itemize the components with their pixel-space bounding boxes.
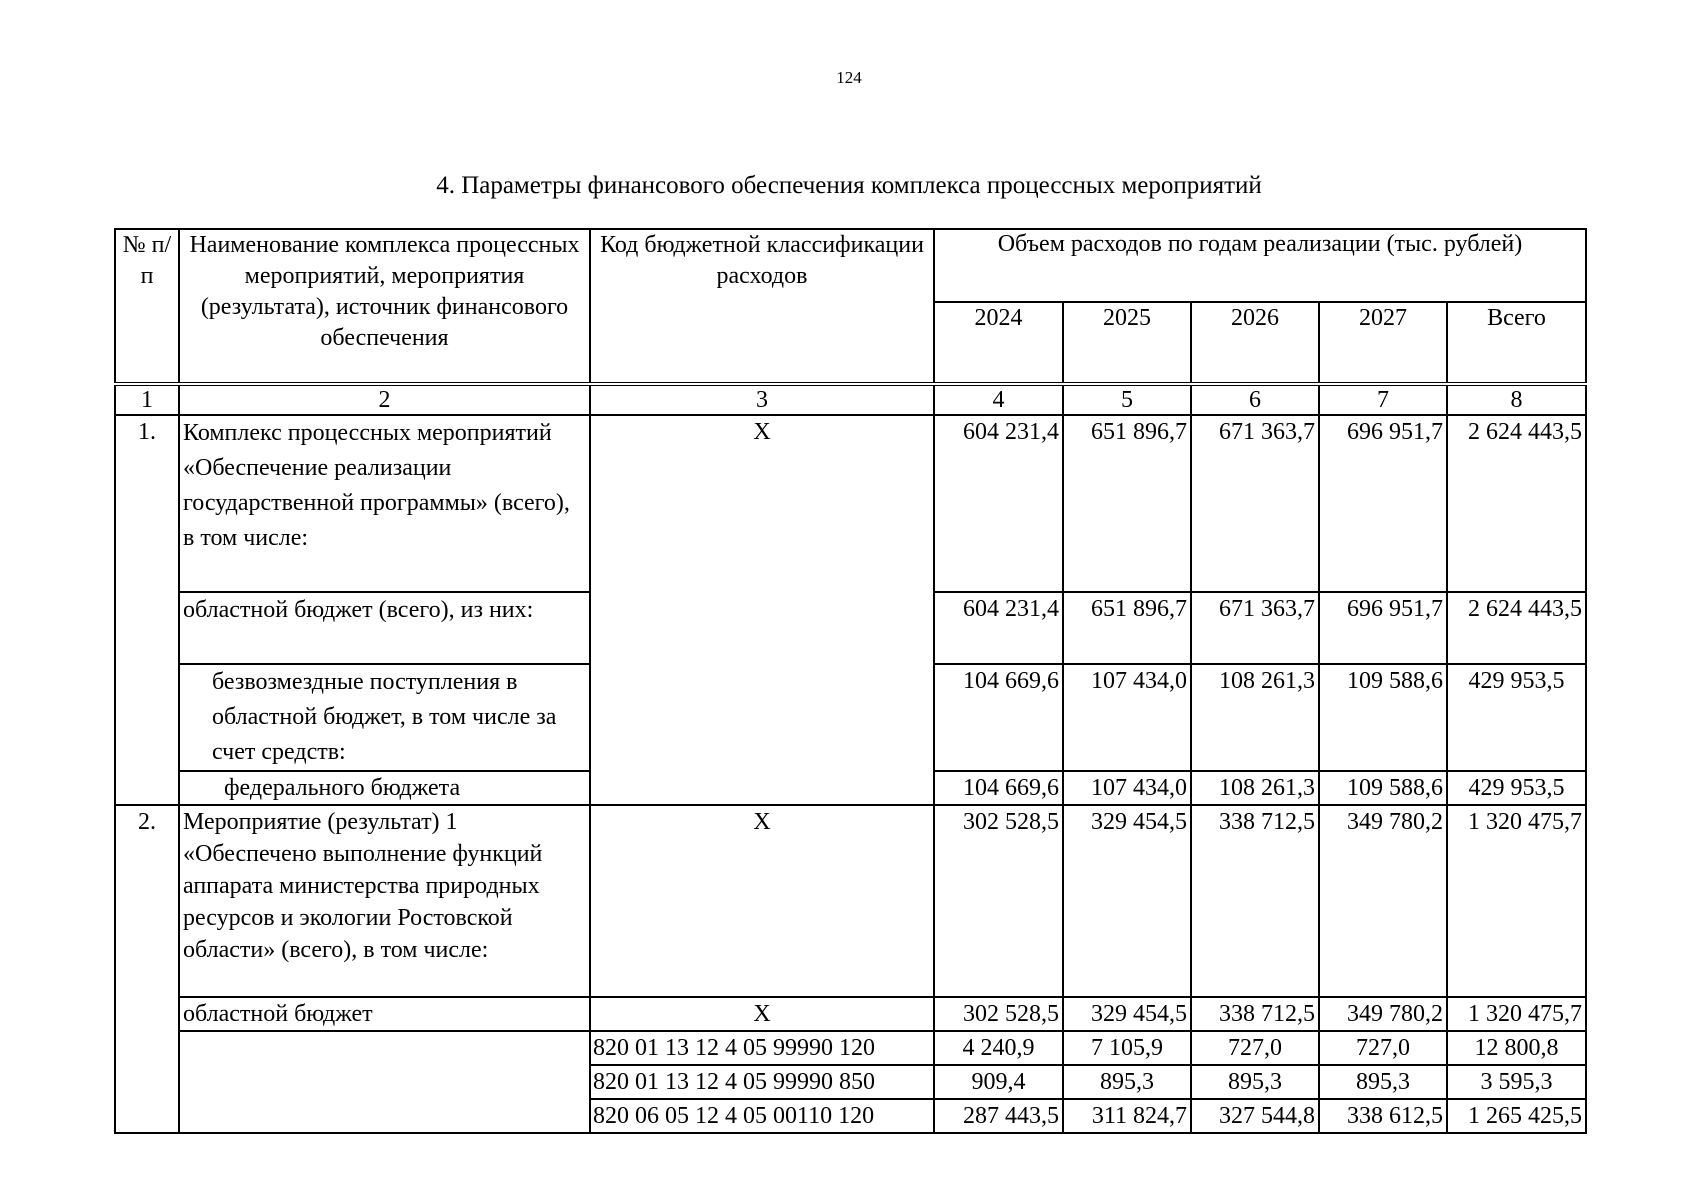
column-number: 5 <box>1063 384 1191 415</box>
section-title: 4. Параметры финансового обеспечения комплекса процессных мероприятий <box>436 172 1262 199</box>
header-total: Всего <box>1447 302 1586 384</box>
value-cell: 327 544,8 <box>1191 1099 1319 1133</box>
row-code: 820 06 05 12 4 05 00110 120 <box>590 1099 934 1133</box>
header-volume: Объем расходов по годам реализации (тыс. рублей) <box>934 229 1586 302</box>
value-cell: 727,0 <box>1319 1031 1447 1065</box>
value-cell: 107 434,0 <box>1063 664 1191 771</box>
page-number: 124 <box>836 68 862 87</box>
value-cell: 671 363,7 <box>1191 592 1319 664</box>
value-cell: 108 261,3 <box>1191 771 1319 805</box>
row-code: Х <box>590 997 934 1031</box>
row-name: безвозмездные поступления в областной бюджет, в том числе за счет средств: <box>179 664 590 771</box>
value-cell: 895,3 <box>1063 1065 1191 1099</box>
row-code: Х <box>590 805 934 997</box>
value-cell: 696 951,7 <box>1319 415 1447 592</box>
value-cell: 895,3 <box>1319 1065 1447 1099</box>
value-cell: 349 780,2 <box>1319 805 1447 997</box>
value-cell: 3 595,3 <box>1447 1065 1586 1099</box>
value-cell: 108 261,3 <box>1191 664 1319 771</box>
row-code: 820 01 13 12 4 05 99990 850 <box>590 1065 934 1099</box>
column-number: 7 <box>1319 384 1447 415</box>
column-number: 3 <box>590 384 934 415</box>
value-cell: 302 528,5 <box>934 997 1063 1031</box>
value-cell: 109 588,6 <box>1319 771 1447 805</box>
column-number: 4 <box>934 384 1063 415</box>
header-name: Наименование комплекса процессных мероприятий, мероприятия (результата), источник финансового обеспечения <box>179 229 590 384</box>
row-name: областной бюджет <box>179 997 590 1031</box>
value-cell: 311 824,7 <box>1063 1099 1191 1133</box>
header-year: 2024 <box>934 302 1063 384</box>
header-row-1 <box>115 229 1586 302</box>
value-cell: 338 612,5 <box>1319 1099 1447 1133</box>
value-cell: 338 712,5 <box>1191 805 1319 997</box>
value-cell: 651 896,7 <box>1063 592 1191 664</box>
column-number: 8 <box>1447 384 1586 415</box>
value-cell: 2 624 443,5 <box>1447 415 1586 592</box>
row-number: 1. <box>115 415 179 805</box>
column-number: 2 <box>179 384 590 415</box>
value-cell: 895,3 <box>1191 1065 1319 1099</box>
value-cell: 429 953,5 <box>1447 664 1586 771</box>
value-cell: 349 780,2 <box>1319 997 1447 1031</box>
value-cell: 651 896,7 <box>1063 415 1191 592</box>
value-cell: 671 363,7 <box>1191 415 1319 592</box>
row-code: 820 01 13 12 4 05 99990 120 <box>590 1031 934 1065</box>
value-cell: 2 624 443,5 <box>1447 592 1586 664</box>
row-name <box>179 1031 590 1133</box>
column-number-row <box>115 384 1586 415</box>
column-number: 6 <box>1191 384 1319 415</box>
value-cell: 287 443,5 <box>934 1099 1063 1133</box>
value-cell: 727,0 <box>1191 1031 1319 1065</box>
value-cell: 104 669,6 <box>934 771 1063 805</box>
header-year: 2027 <box>1319 302 1447 384</box>
value-cell: 7 105,9 <box>1063 1031 1191 1065</box>
header-code: Код бюджетной классификации расходов <box>590 229 934 384</box>
row-name: областной бюджет (всего), из них: <box>179 592 590 664</box>
value-cell: 109 588,6 <box>1319 664 1447 771</box>
value-cell: 909,4 <box>934 1065 1063 1099</box>
table-row <box>115 1031 1586 1065</box>
value-cell: 429 953,5 <box>1447 771 1586 805</box>
financial-table <box>114 228 1587 1134</box>
value-cell: 12 800,8 <box>1447 1031 1586 1065</box>
value-cell: 604 231,4 <box>934 415 1063 592</box>
row-number: 2. <box>115 805 179 1133</box>
table-row <box>115 415 1586 592</box>
header-year: 2026 <box>1191 302 1319 384</box>
row-name: Комплекс процессных мероприятий «Обеспечение реализации государственной программы» (всего), в том числе: <box>179 415 590 592</box>
value-cell: 604 231,4 <box>934 592 1063 664</box>
value-cell: 1 320 475,7 <box>1447 805 1586 997</box>
value-cell: 1 320 475,7 <box>1447 997 1586 1031</box>
value-cell: 696 951,7 <box>1319 592 1447 664</box>
row-code: Х <box>590 415 934 805</box>
row-name: Мероприятие (результат) 1 «Обеспечено выполнение функций аппарата министерства природных ресурсов и экологии Ростовской области» (всего), в том числе: <box>179 805 590 997</box>
column-number: 1 <box>115 384 179 415</box>
table-row <box>115 997 1586 1031</box>
value-cell: 329 454,5 <box>1063 805 1191 997</box>
value-cell: 1 265 425,5 <box>1447 1099 1586 1133</box>
value-cell: 329 454,5 <box>1063 997 1191 1031</box>
value-cell: 4 240,9 <box>934 1031 1063 1065</box>
value-cell: 104 669,6 <box>934 664 1063 771</box>
row-name: федерального бюджета <box>179 771 590 805</box>
value-cell: 107 434,0 <box>1063 771 1191 805</box>
table-row <box>115 805 1586 997</box>
header-year: 2025 <box>1063 302 1191 384</box>
value-cell: 338 712,5 <box>1191 997 1319 1031</box>
value-cell: 302 528,5 <box>934 805 1063 997</box>
header-num: № п/п <box>115 229 179 384</box>
